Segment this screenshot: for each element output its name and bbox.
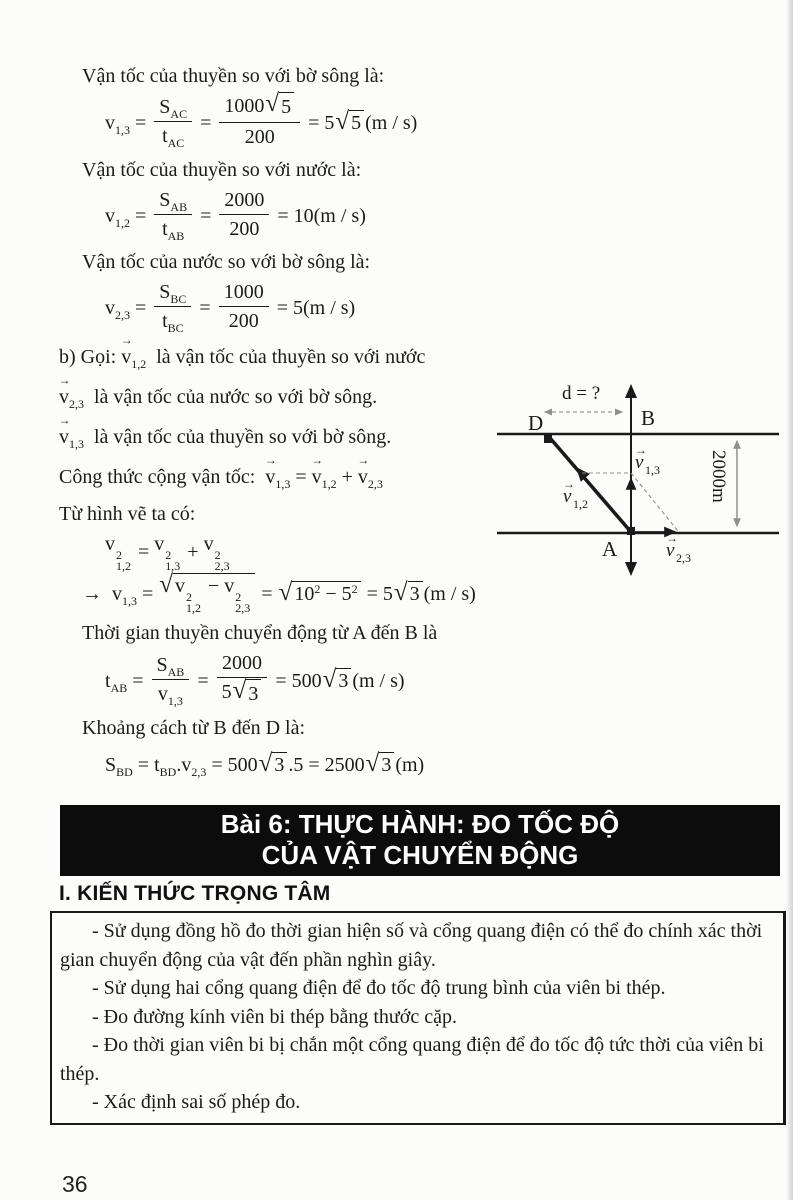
solution-line-11: Từ hình vẽ ta có: [59, 503, 196, 526]
sup-sub-stack [116, 550, 131, 572]
symbol-with-sub [112, 583, 137, 609]
vector-symbol [357, 452, 383, 491]
symbol-base: v [105, 205, 115, 228]
section-title: I. KIẾN THỨC TRỌNG TÂM [59, 882, 331, 905]
symbol-base: v [175, 575, 186, 598]
math-text: 200 [229, 218, 260, 241]
radical-sign-icon: √ [322, 665, 337, 693]
symbol-base: S [159, 281, 171, 304]
fraction-denominator [224, 215, 264, 242]
math-text: = [192, 669, 214, 692]
symbol-base: v [224, 575, 235, 598]
radical-sign-icon: √ [365, 750, 380, 778]
symbol-sup: 2 [165, 548, 172, 563]
radicand [279, 92, 294, 120]
symbol-base: v [105, 297, 115, 320]
radical-sign-icon: √ [265, 90, 280, 118]
fraction [217, 650, 268, 707]
symbol-sup: 2 [214, 548, 221, 563]
square-root [394, 581, 423, 606]
sup-sub-stack [235, 592, 250, 614]
vector-symbol [311, 452, 337, 491]
math-text: = [194, 297, 216, 320]
fraction-numerator [154, 94, 192, 122]
key-point: - Đo đường kính viên bi thép bằng thước cặp. [92, 1005, 457, 1028]
radical-sign-icon: √ [258, 750, 273, 778]
vector-arrow-icon: → [357, 452, 370, 467]
symbol-sub: 2,3 [115, 308, 130, 323]
math-text: − [320, 583, 342, 606]
symbol-with-sup-sub [105, 533, 133, 572]
symbol-base: v [154, 533, 165, 556]
fraction-numerator [217, 650, 267, 678]
symbol-sup: 2 [235, 590, 242, 605]
river-crossing-diagram [494, 366, 786, 606]
sup-sub-stack [186, 592, 201, 614]
math-text: = [133, 541, 155, 564]
symbol-sub: BD [159, 765, 177, 780]
lesson-banner [60, 805, 780, 876]
symbol-sub: BD [116, 765, 133, 780]
vector-sub: 1,3 [275, 476, 291, 491]
math-text: 1000 [223, 281, 264, 304]
math-text: 200 [244, 126, 275, 149]
page-content [59, 58, 786, 1198]
fraction-denominator [240, 123, 280, 150]
symbol-with-sub [159, 96, 188, 122]
symbol-with-sup-sub [224, 575, 252, 616]
math-text: = [195, 205, 217, 228]
symbol-sub: AB [110, 680, 128, 695]
solution-line-6 [105, 281, 786, 336]
key-point: - Sử dụng hai cổng quang điện để đo tốc độ trung bình của viên bi thép. [92, 977, 666, 999]
solution-line-4 [105, 189, 786, 244]
math-text: Công thức cộng vận tốc: [59, 465, 266, 488]
symbol-sub: AB [167, 664, 185, 679]
symbol-with-sub [162, 125, 185, 151]
radicand [379, 752, 394, 777]
square-root [259, 752, 288, 777]
symbol-base: t [154, 754, 160, 777]
vector-base: v → [311, 452, 324, 488]
vector-arrow-icon: → [311, 452, 324, 467]
vector-base: v → [357, 452, 370, 488]
solution-line-17 [105, 747, 786, 785]
fraction [219, 90, 300, 150]
math-text: 3 [274, 754, 285, 777]
vector-sub: 1,2 [131, 356, 147, 371]
radicand [408, 581, 423, 606]
solution-line-1: Vận tốc của thuyền so với bờ sông là: [82, 65, 385, 87]
math-text: + [182, 541, 204, 564]
symbol-sub: 1,3 [115, 123, 130, 138]
vector-arrow-icon: → [59, 372, 71, 387]
point-a-marker [627, 527, 635, 535]
radicand [349, 110, 364, 135]
solution-line-15 [105, 652, 786, 709]
math-text: → [82, 583, 112, 606]
point-b-label: B [641, 406, 656, 430]
symbol-with-sub [105, 754, 133, 780]
math-text: = 10(m / s) [272, 205, 366, 228]
math-text: = 500 [206, 754, 258, 777]
symbol-with-sup-sub [204, 533, 232, 572]
symbol-base: t [162, 218, 168, 241]
v23-label-base: v [666, 540, 675, 561]
symbol-sub: 2,3 [191, 765, 207, 780]
symbol-sub: 1,3 [122, 594, 137, 609]
symbol-sub: 1,2 [115, 216, 130, 231]
math-text: 1000 [224, 95, 265, 117]
v12-label-sub: 1,2 [573, 497, 588, 511]
symbol-with-sup-sub [175, 575, 203, 616]
radicand [246, 679, 261, 707]
math-text: + [336, 465, 358, 488]
symbol-sub: 1,2 [186, 601, 202, 616]
symbol-with-sub [157, 682, 183, 708]
math-text: = 500 [270, 669, 322, 692]
math-text: 2000 [221, 652, 262, 675]
sup-sub-stack [215, 550, 230, 572]
symbol-base: 10 [294, 583, 315, 606]
symbol-sup: 2 [116, 548, 122, 563]
radical-sign-icon: √ [278, 579, 293, 607]
fraction-denominator [153, 680, 188, 707]
symbol-sup: 2 [186, 590, 193, 605]
symbol-with-sub [105, 205, 130, 231]
math-text: 3 [338, 669, 349, 692]
symbol-base: t [105, 669, 111, 692]
math-text: .5 = 2500 [288, 754, 365, 777]
fraction-numerator [219, 279, 269, 307]
math-text: = [195, 112, 217, 135]
v23-label-arrow: → [666, 531, 678, 545]
fraction-numerator [154, 279, 191, 307]
math-text: là vận tốc của thuyền so với nước [146, 345, 426, 368]
radical-sign-icon: √ [159, 571, 174, 599]
symbol-sup: 2 [351, 582, 358, 597]
math-text: = [130, 112, 152, 135]
math-text: = 5 [361, 583, 393, 606]
symbol-base: v [112, 583, 122, 606]
fraction [154, 94, 192, 149]
v23-label-sub: 2,3 [676, 551, 691, 565]
symbol-with-sub [105, 670, 127, 693]
math-text: 5 [221, 681, 232, 704]
fraction-numerator [219, 90, 300, 123]
symbol-base: v [203, 533, 214, 556]
math-text: 5 [351, 112, 362, 135]
symbol-base: v [105, 112, 115, 135]
symbol-base: S [159, 96, 171, 119]
symbol-with-sub [105, 112, 130, 138]
symbol-base: S [156, 653, 168, 676]
symbol-sub: 1,3 [167, 693, 183, 708]
key-point: - Đo thời gian viên bi bị chắn một cổng quang điện để đo tốc độ tức thời của viên bi thép. [60, 1034, 764, 1085]
math-text: = [127, 669, 149, 692]
symbol-with-sub [105, 297, 130, 323]
math-text: 3 [248, 682, 259, 705]
fraction-denominator [217, 678, 268, 707]
radicand [336, 668, 351, 693]
width-2000m-label: 2000m [708, 450, 729, 503]
math-text: − [203, 575, 225, 598]
radicand [272, 752, 287, 777]
math-text: = [132, 754, 155, 777]
sup-sub-stack [165, 550, 180, 572]
math-text: = [130, 297, 152, 320]
square-root [366, 752, 395, 777]
square-root [279, 581, 361, 606]
symbol-with-sub [162, 218, 185, 244]
fraction-denominator [157, 307, 189, 334]
math-text: 200 [228, 310, 259, 333]
vector-sub: 1,2 [321, 476, 337, 491]
v12-label-arrow: → [563, 477, 575, 491]
v13-label-base: v [635, 452, 644, 473]
lesson-banner-line1: Bài 6: THỰC HÀNH: ĐO TỐC ĐỘ [220, 809, 620, 839]
vector-arrow-icon: → [59, 412, 71, 427]
square-root [232, 676, 262, 707]
math-text: là vận tốc của nước so với bờ sông. [84, 385, 378, 408]
symbol-sub: BC [170, 292, 187, 307]
solution-line-16: Khoảng cách từ B đến D là: [82, 716, 305, 739]
key-knowledge-box [50, 911, 786, 1125]
solution-line-5: Vận tốc của nước so với bờ sông là: [82, 251, 371, 274]
v12-label-base: v [563, 486, 572, 507]
radical-sign-icon: √ [335, 108, 350, 136]
symbol-with-sub [159, 281, 187, 307]
v13-label-sub: 1,3 [645, 463, 660, 477]
math-text: . [176, 754, 182, 777]
symbol-with-sup-sub [154, 533, 182, 572]
symbol-base: v [105, 533, 115, 556]
fraction [154, 279, 191, 334]
symbol-base: v [181, 754, 192, 777]
vector-arrow-icon: → [264, 452, 277, 467]
math-text: (m) [395, 754, 425, 777]
vector-symbol [120, 332, 147, 371]
symbol-base: t [162, 125, 168, 148]
symbol-sub: 1,3 [165, 559, 181, 574]
fraction-numerator [152, 652, 190, 680]
math-text: = [290, 465, 312, 488]
lesson-banner-line2: CỦA VẬT CHUYỂN ĐỘNG [261, 840, 579, 870]
math-text: 5 [281, 96, 292, 119]
vector-sub: 1,3 [69, 436, 84, 451]
math-text: (m / s) [423, 583, 476, 606]
symbol-base: S [159, 189, 171, 212]
symbol-sub: BC [167, 321, 184, 336]
fraction-denominator [157, 215, 189, 242]
point-d-label: D [528, 411, 544, 435]
symbol-with-sub [181, 754, 207, 780]
math-text: (m / s) [352, 669, 405, 692]
math-text: = 5 [303, 112, 335, 135]
solution-line-2 [105, 90, 786, 152]
math-text: là vận tốc của thuyền so với bờ sông. [84, 425, 392, 448]
symbol-sub: 2,3 [214, 559, 230, 574]
fraction [154, 187, 192, 242]
vector-symbol [59, 372, 84, 411]
vector-sub: 2,3 [367, 476, 383, 491]
math-text: = [256, 583, 278, 606]
page-edge-shadow [786, 0, 793, 1200]
fraction [219, 187, 269, 242]
square-root [322, 665, 352, 693]
key-point: - Sử dụng đồng hồ đo thời gian hiện số và cổng quang điện có thể đo chính xác thời gian chuyển động của vật đến phần nghìn giây. [60, 920, 763, 971]
radical-sign-icon: √ [232, 676, 247, 704]
solution-line-3: Vận tốc của thuyền so với nước là: [82, 159, 362, 182]
math-text: 3 [409, 583, 420, 606]
symbol-with-sub [162, 310, 184, 336]
symbol-with-sub [159, 189, 188, 215]
radicand [173, 573, 255, 614]
point-d-marker [544, 435, 552, 443]
symbol-base: S [105, 754, 117, 777]
fraction-denominator [157, 122, 189, 149]
symbol-sub: AB [167, 229, 185, 244]
v13-label-arrow: → [635, 443, 647, 457]
vector-arrow-icon: → [120, 332, 133, 347]
symbol-sub: AB [170, 200, 188, 215]
square-root [335, 110, 364, 135]
square-root [159, 573, 255, 614]
symbol-with-sub [156, 653, 185, 679]
page-number: 36 [62, 1170, 88, 1197]
symbol-base: 5 [341, 583, 352, 606]
fraction [152, 652, 190, 707]
symbol-with-sup [294, 583, 320, 605]
radicand [292, 581, 360, 606]
fraction-numerator [154, 187, 192, 215]
fraction [219, 279, 269, 334]
vector-base: v → [120, 332, 133, 368]
symbol-sup: 2 [314, 582, 321, 597]
math-text: = [137, 583, 159, 606]
symbol-base: v [157, 682, 168, 705]
vector-base: v → [264, 452, 277, 488]
symbol-with-sup [342, 583, 358, 605]
vector-symbol [264, 452, 291, 491]
solution-line-14: Thời gian thuyền chuyển động từ A đến B là [82, 622, 438, 645]
math-text: (m / s) [365, 112, 418, 135]
vector-sub: 2,3 [69, 396, 84, 411]
math-text: b) Gọi: [59, 345, 122, 368]
vector-base: v → [59, 372, 71, 408]
symbol-base: t [162, 310, 168, 333]
vector-symbol [59, 412, 84, 451]
key-point: - Xác định sai số phép đo. [92, 1091, 301, 1113]
radical-sign-icon: √ [393, 579, 408, 607]
distance-d-label: d = ? [562, 383, 601, 404]
vector-base: v → [59, 412, 71, 448]
math-text: 3 [381, 754, 392, 777]
math-text: = 5(m / s) [271, 297, 356, 320]
square-root [265, 92, 294, 120]
math-text: 2000 [224, 189, 265, 212]
symbol-sub: 2,3 [235, 601, 251, 616]
symbol-sub: 1,2 [116, 559, 131, 574]
fraction-denominator [224, 307, 264, 334]
symbol-sub: AC [167, 136, 185, 151]
symbol-sub: AC [170, 107, 188, 122]
symbol-with-sub [154, 754, 177, 780]
point-a-label: A [602, 537, 618, 561]
math-text: = [130, 205, 152, 228]
fraction-numerator [219, 187, 269, 215]
